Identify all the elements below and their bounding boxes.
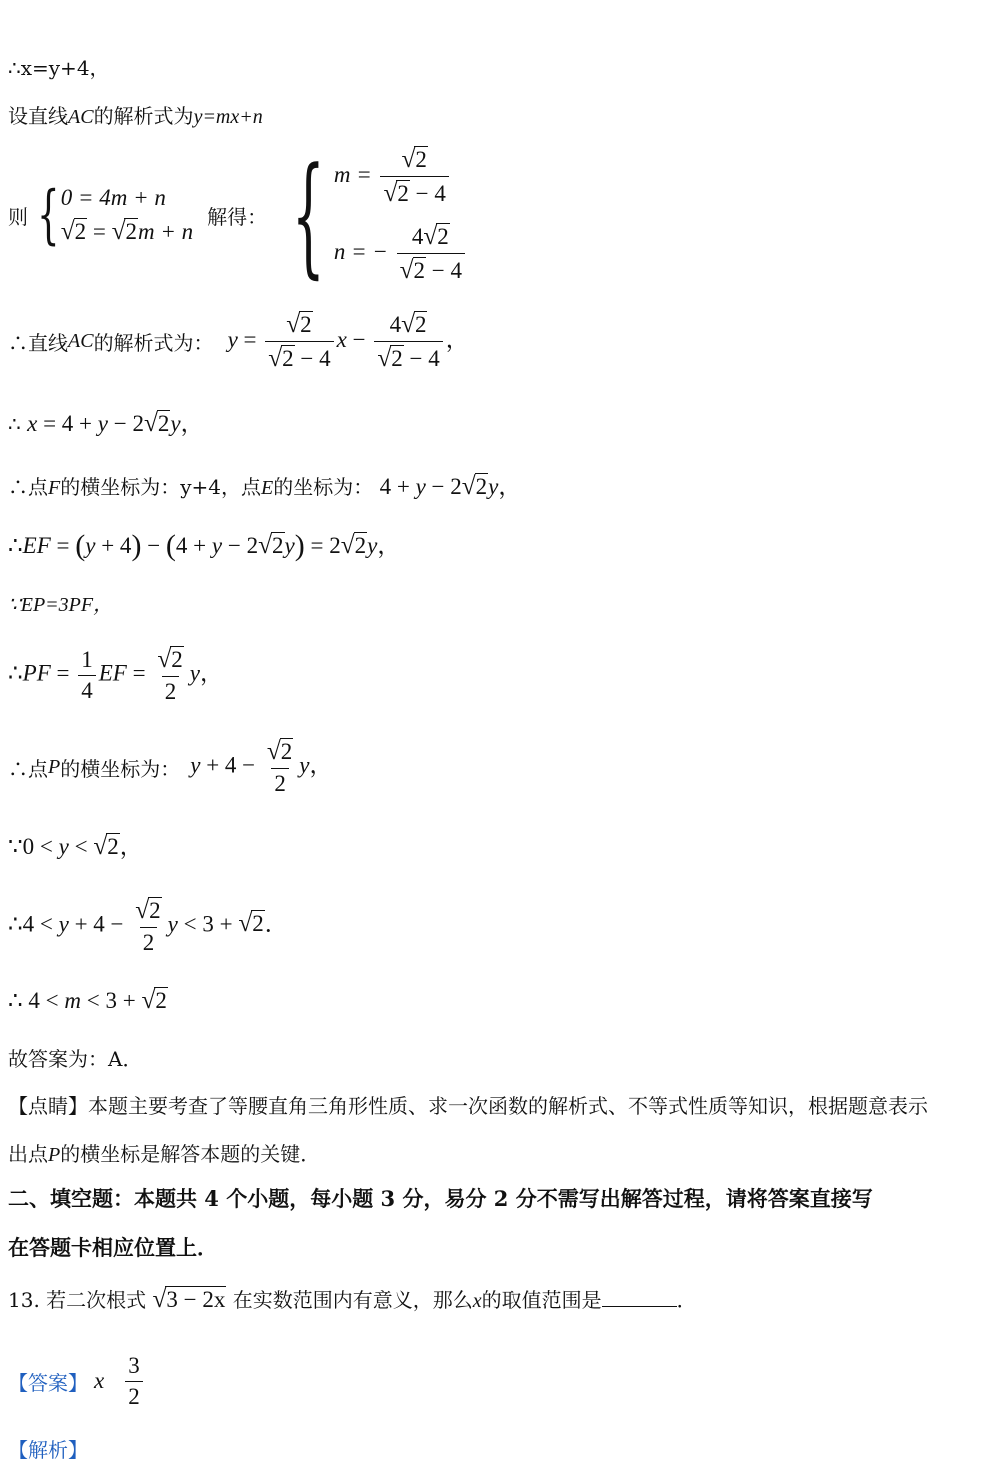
- ac-formula: y = $\frac{√2}{√2 - 4}$ x − $\frac{4√2}{√2 - 4}$ ，: [227, 309, 469, 372]
- line-x-eq-y-plus-4: ∴x=y+4，: [8, 56, 110, 80]
- section-title: 二、填空题：本题共 4 个小题，每小题 3 分，易分 2 分不需写出解答过程，请将答案直接写: [8, 1186, 873, 1211]
- line-p-coord: ∴点 P 的横坐标为： y + 4 − $\frac{√2}{2}$ y，: [8, 737, 333, 796]
- solution-n: n = − $\frac{4√2}{√2 - 4}$: [334, 222, 468, 285]
- analysis-tag: 【解析】: [8, 1438, 88, 1462]
- line-ef: ∴EF = (y + 4) − (4 + y − 2√2y) = 2√2y，: [8, 529, 401, 562]
- equation-2: √2 = √2m + n: [60, 216, 194, 245]
- line-set-ac: 设直线AC的解析式为y=mx+n: [8, 104, 263, 128]
- line-dianjing: 【点睛】本题主要考查了等腰直角三角形性质、求一次函数的解析式、不等式性质等知识，根据题意表示: [8, 1094, 928, 1118]
- line-m-range: ∴ 4 < m < 3 + √2: [8, 986, 167, 1014]
- line-system: 则 { 0 = 4m + n √2 = √2m + n 解得： { m = $\frac{√2}{√2 - 4}$ n = − $\frac{4√2}{√2 - 4}$: [8, 140, 468, 290]
- line-pf: ∴PF = $\frac{1}{4}$ EF = $\frac{√2}{2}$ y，: [8, 645, 223, 704]
- solution-system: [334, 145, 468, 285]
- answer-fraction: $\frac{3}{2}$: [125, 1353, 143, 1410]
- line-x-expression: ∴ x = 4 + y − 2√2y，: [8, 409, 204, 437]
- solution-m: m = $\frac{√2}{√2 - 4}$: [334, 145, 468, 208]
- left-brace: {: [37, 178, 60, 252]
- line-dianjing-2: 出点P的横坐标是解答本题的关键．: [8, 1142, 321, 1166]
- line-answer-a: 故答案为：A．: [8, 1047, 143, 1071]
- answer-blank: [602, 1306, 677, 1307]
- section-title-2: 在答题卡相应位置上．: [8, 1235, 218, 1260]
- left-brace-large: {: [291, 139, 326, 291]
- line-inequality: ∴4 < y + 4 − $\frac{√2}{2}$ y < 3 + √2．: [8, 896, 288, 955]
- line-ac-expression: ∴直线 AC 的解析式为： y = $\frac{√2}{√2 - 4}$ x − $\frac{4√2}{√2 - 4}$ ，: [8, 309, 469, 372]
- question-13: 13. 若二次根式 √3 − 2x 在实数范围内有意义，那么x的取值范围是 ．: [8, 1285, 697, 1313]
- answer-line: 【答案】 x $\frac{3}{2}$: [8, 1346, 146, 1416]
- line-f-e-coords: ∴点F的横坐标为：y+4，点E的坐标为： 4 + y − 2√2y，: [8, 472, 522, 500]
- equation-system: 0 = 4m + n √2 = √2m + n: [60, 184, 194, 245]
- line-y-range: ∵0 < y < √2，: [8, 832, 143, 860]
- line-ep-3pf: ∵EP=3PF，: [8, 594, 114, 616]
